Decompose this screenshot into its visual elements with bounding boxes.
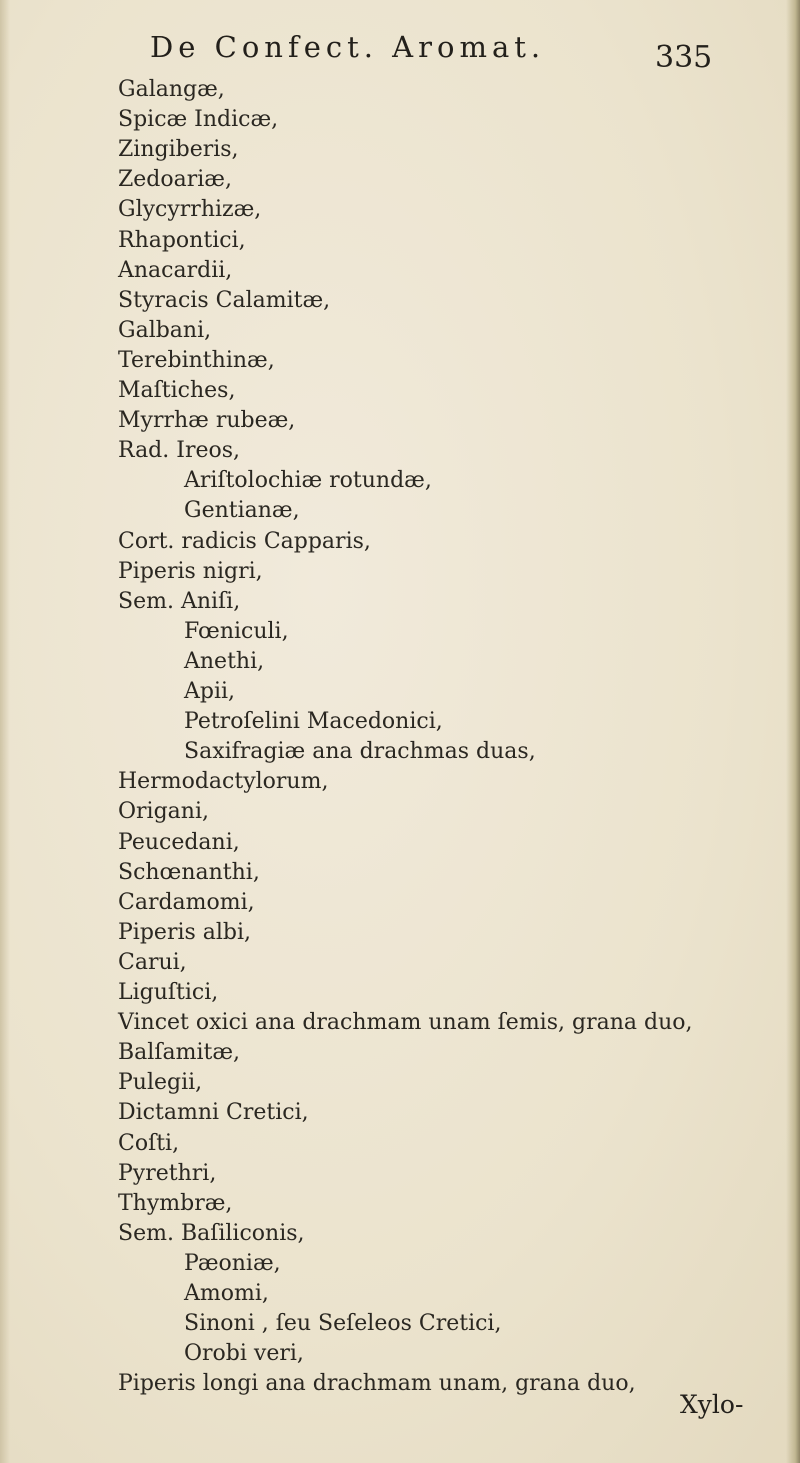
text-line: Coſti,	[118, 1130, 180, 1156]
text-line: Cardamomi,	[118, 889, 255, 915]
text-line: Schœnanthi,	[118, 859, 260, 885]
text-line: Amomi,	[184, 1281, 269, 1306]
text-line: Pyrethri,	[118, 1160, 217, 1186]
catchword: Xylo-	[680, 1390, 744, 1420]
text-line: Zingiberis,	[118, 137, 239, 163]
text-line: Galangæ,	[118, 77, 225, 102]
text-line: Thymbræ,	[118, 1190, 233, 1216]
text-line: Apii,	[184, 679, 236, 704]
text-line: Carui,	[118, 949, 187, 975]
text-line: Rhapontici,	[118, 227, 246, 253]
text-line: Maſtiches,	[118, 378, 236, 403]
text-line: Piperis albi,	[118, 919, 252, 945]
text-line: Galbani,	[118, 317, 212, 343]
text-line: Sem. Aniſi,	[118, 588, 241, 614]
page-right-edge	[786, 0, 800, 1463]
text-line: Anethi,	[184, 648, 265, 674]
page-number: 335	[655, 40, 713, 75]
header-title: De Confect. Aromat.	[150, 30, 546, 64]
text-line: Vincet oxici ana drachmam unam ſemis, grana duo,	[118, 1010, 693, 1036]
text-line: Balſamitæ,	[118, 1040, 240, 1066]
text-line: Peucedani,	[118, 829, 240, 855]
text-line: Myrrhæ rubeæ,	[118, 408, 296, 434]
text-line: Saxifragiæ ana drachmas duas,	[184, 739, 536, 765]
text-line: Gentianæ,	[184, 498, 300, 524]
text-line: Hermodactylorum,	[118, 769, 329, 795]
text-line: Cort. radicis Capparis,	[118, 528, 371, 554]
text-line: Origani,	[118, 799, 209, 825]
text-line: Petroſelini Macedonici,	[184, 709, 443, 735]
text-line: Dictamni Cretici,	[118, 1100, 309, 1126]
text-line: Orobi veri,	[184, 1341, 304, 1367]
text-line: Pæoniæ,	[184, 1250, 281, 1276]
text-line: Zedoariæ,	[118, 167, 232, 193]
text-line: Sem. Baſiliconis,	[118, 1220, 305, 1246]
text-line: Anacardii,	[118, 257, 233, 283]
text-line: Ariſtolochiæ rotundæ,	[184, 468, 432, 494]
text-line: Pulegii,	[118, 1070, 203, 1096]
text-line: Styracis Calamitæ,	[118, 287, 331, 313]
page-left-edge	[0, 0, 10, 1463]
text-line: Glycyrrhizæ,	[118, 197, 262, 223]
text-line: Spicæ Indicæ,	[118, 107, 279, 133]
running-header	[150, 30, 750, 75]
text-line: Liguſtici,	[118, 980, 219, 1005]
text-line: Fœniculi,	[184, 618, 289, 644]
text-line: Piperis nigri,	[118, 558, 263, 584]
text-line: Terebinthinæ,	[118, 347, 275, 373]
text-line: Piperis longi ana drachmam unam, grana duo,	[118, 1371, 636, 1397]
text-line: Sinoni , ſeu Seſeleos Cretici,	[184, 1311, 502, 1337]
text-line: Rad. Ireos,	[118, 438, 241, 464]
